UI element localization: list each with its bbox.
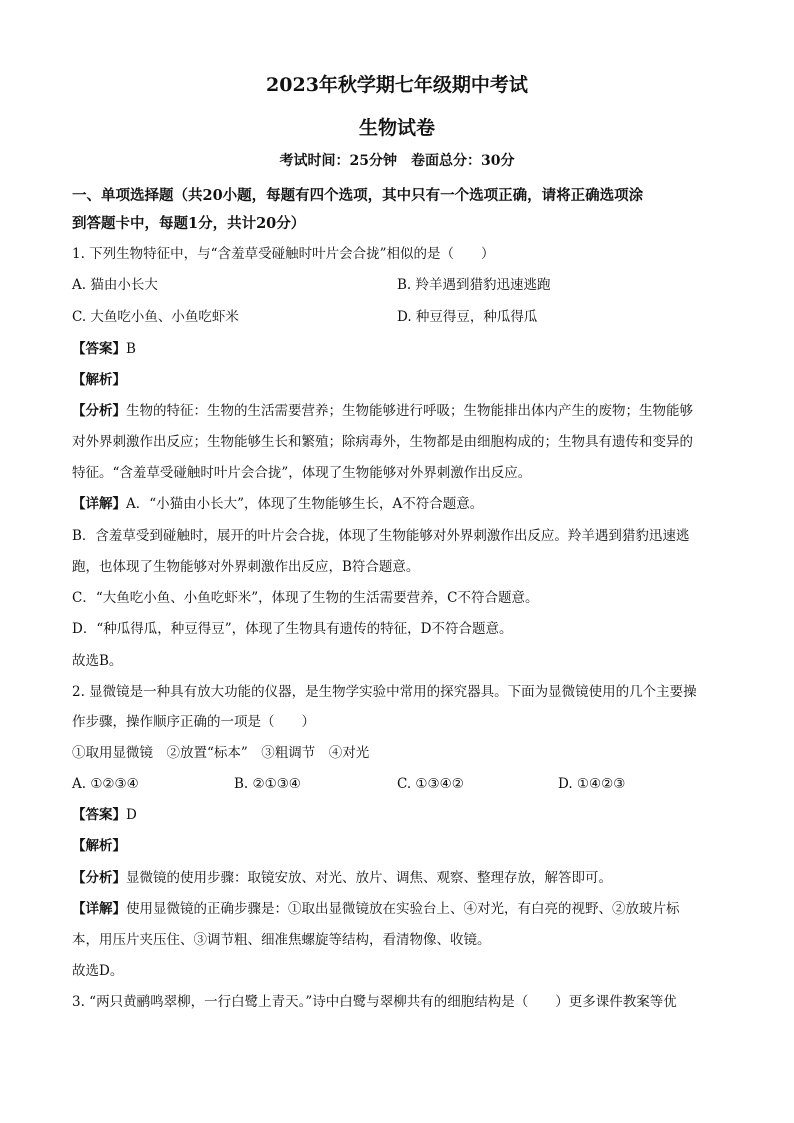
q2-stem-line2: 作步骤，操作顺序正确的一项是（ ） xyxy=(72,714,315,730)
q1-fenxi-line1 xyxy=(72,402,693,420)
exam-title: 2023年秋学期七年级期中考试 xyxy=(266,74,528,96)
q1-analysis-tag: 【解析】 xyxy=(72,372,126,388)
q1-answer xyxy=(72,340,136,358)
q2-option-c: C. ①③④② xyxy=(397,776,464,792)
q1-fenxi-line2: 对外界刺激作出反应；生物能够生长和繁殖；除病毒外，生物都是由细胞构成的；生物具有遗传和变异的 xyxy=(72,434,693,450)
q1-fenxi-tag: 【分析】 xyxy=(72,403,126,419)
q2-detail-tag: 【详解】 xyxy=(72,901,126,917)
q2-detail-line2: 本，用压片夹压住、③调节粗、细准焦螺旋等结构，看清物像、收镜。 xyxy=(72,932,491,948)
q2-analysis-tag: 【解析】 xyxy=(72,838,126,854)
q1-detail-line5: D．“种瓜得瓜，种豆得豆”，体现了生物具有遗传的特征，D不符合题意。 xyxy=(72,621,513,637)
q1-detail-line4: C．“大鱼吃小鱼、小鱼吃虾米”，体现了生物的生活需要营养，C不符合题意。 xyxy=(72,590,539,606)
q2-fenxi-tag: 【分析】 xyxy=(72,870,126,886)
q1-detail-line2: B．含羞草受到碰触时，展开的叶片会合拢，体现了生物能够对外界刺激作出反应。羚羊遇到猎豹迅速逃 xyxy=(72,528,690,544)
q1-conclusion: 故选B。 xyxy=(72,653,123,669)
q1-option-a: A. 猫由小长大 xyxy=(72,277,158,293)
q2-steps: ①取用显微镜 ②放置“标本” ③粗调节 ④对光 xyxy=(72,745,370,761)
q1-option-b: B. 羚羊遇到猎豹迅速逃跑 xyxy=(397,277,551,293)
q2-fenxi-text1: 显微镜的使用步骤：取镜安放、对光、放片、调焦、观察、整理存放，解答即可。 xyxy=(126,870,612,886)
q3-stem: 3. “两只黄鹂鸣翠柳，一行白鹭上青天。”诗中白鹭与翠柳共有的细胞结构是（ ）更多课件教案等优 xyxy=(72,994,677,1010)
q2-conclusion: 故选D。 xyxy=(72,963,124,979)
section-heading-line1: 一、单项选择题（共20小题，每题有四个选项，其中只有一个选项正确，请将正确选项涂 xyxy=(72,187,644,204)
q2-detail-line1 xyxy=(72,900,680,918)
q2-stem-line1: 2. 显微镜是一种具有放大功能的仪器，是生物学实验中常用的探究器具。下面为显微镜使用的几个主要操 xyxy=(72,684,697,700)
q2-option-b: B. ②①③④ xyxy=(234,776,301,792)
exam-info: 考试时间：25分钟 卷面总分：30分 xyxy=(279,153,515,169)
q1-detail-text1: A．“小猫由小长大”，体现了生物能够生长，A不符合题意。 xyxy=(126,496,484,512)
q2-option-a: A. ①②③④ xyxy=(72,776,139,792)
q2-fenxi-line1 xyxy=(72,869,612,887)
exam-subtitle: 生物试卷 xyxy=(358,117,435,139)
q2-option-d: D. ①④②③ xyxy=(558,776,626,792)
q2-answer-tag: 【答案】 xyxy=(72,807,126,823)
q2-answer-value: D xyxy=(126,807,137,823)
q1-detail-line1 xyxy=(72,495,483,513)
q1-detail-line3: 跑，也体现了生物能够对外界刺激作出反应，B符合题意。 xyxy=(72,559,420,575)
q2-answer xyxy=(72,806,137,824)
q1-answer-value: B xyxy=(126,341,136,357)
q2-detail-text1: 使用显微镜的正确步骤是：①取出显微镜放在实验台上、④对光，有白亮的视野、②放玻片标 xyxy=(126,901,680,917)
q1-fenxi-line3: 特征。“含羞草受碰触时叶片会合拢”，体现了生物能够对外界刺激作出反应。 xyxy=(72,465,532,481)
q1-fenxi-text1: 生物的特征：生物的生活需要营养；生物能够进行呼吸；生物能排出体内产生的废物；生物能够 xyxy=(126,403,693,419)
section-heading-line2: 到答题卡中，每题1分，共计20分） xyxy=(72,215,306,232)
q1-option-c: C. 大鱼吃小鱼、小鱼吃虾米 xyxy=(72,309,239,325)
q1-detail-tag: 【详解】 xyxy=(72,496,126,512)
q1-option-d: D. 种豆得豆，种瓜得瓜 xyxy=(397,309,538,325)
q1-stem: 1. 下列生物特征中，与“含羞草受碰触时叶片会合拢”相似的是（ ） xyxy=(72,246,495,262)
q1-answer-tag: 【答案】 xyxy=(72,341,126,357)
